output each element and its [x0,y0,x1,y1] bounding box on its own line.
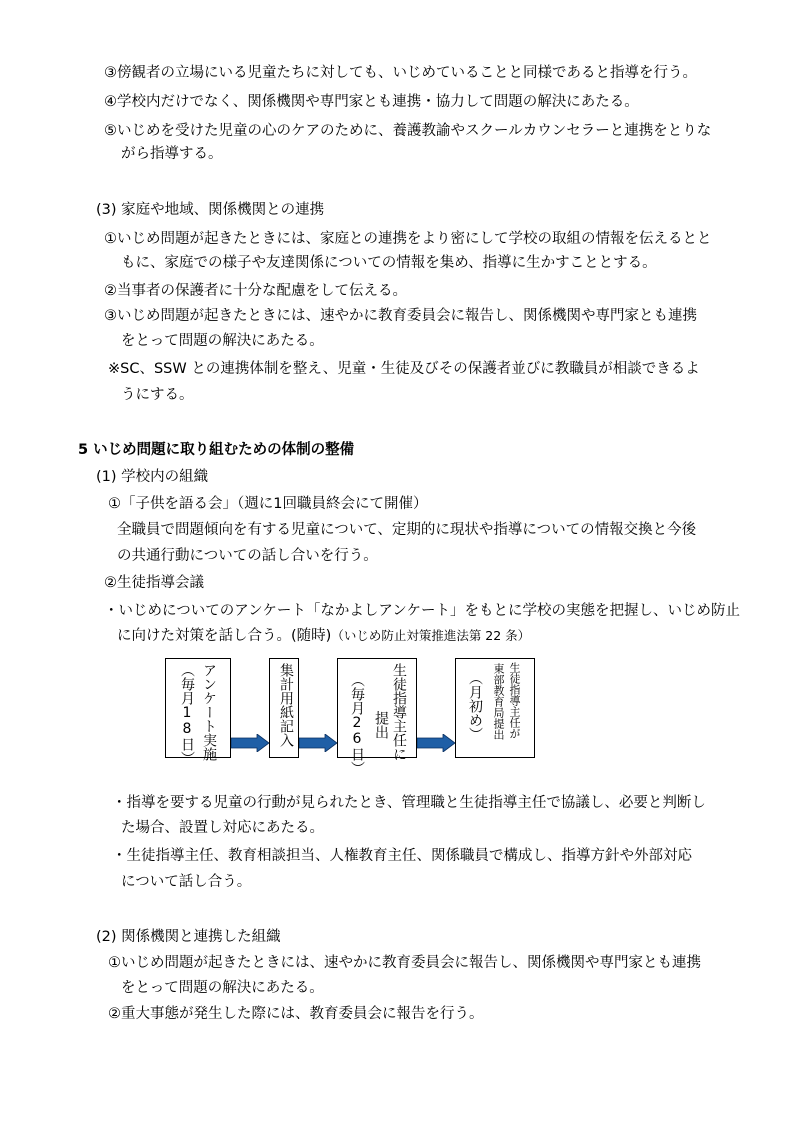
section-3-heading: (3) 家庭や地域、関係機関との連携 [96,202,325,218]
box4-text-b: 東部教育局提出 [492,663,505,740]
flow-box-submit [337,658,417,775]
box4-text-c: （月初め） [467,671,483,741]
box3-text-c: （毎月26日） [349,673,365,775]
s3-line-3: ②当事者の保護者に十分な配慮をして伝える。 [104,283,407,299]
s5-sub2-line1: ①いじめ問題が起きたときには、速やかに教育委員会に報告し、関係機関や専門家とも連携 [108,955,701,971]
s5-item1-line1: 全職員で問題傾向を有する児童について、定期的に現状や指導についての情報交換と今後 [117,522,697,538]
flow-arrow-1 [231,734,269,752]
s5-item2-line1: ・いじめについてのアンケート「なかよしアンケート」をもとに学校の実態を把握し、いじめ防止 [104,603,740,619]
s5-sub2-line2: をとって問題の解決にあたる。 [121,980,324,996]
box4-text-a: 生徒指導主任が [508,662,521,739]
section-5-heading: 5 いじめ問題に取り組むための体制の整備 [78,442,355,458]
s3-note: ※SC、SSW との連携体制を整え、児童・生徒及びその保護者並びに教職員が相談できるよ [108,361,700,377]
list-item-4: ④学校内だけでなく、関係機関や専門家とも連携・協力して問題の解決にあたる。 [104,94,639,110]
flow-box-report [455,658,535,758]
s5-item2-line2 [117,626,530,646]
bullet-line-1: ・指導を要する児童の行動が見られたとき、管理職と生徒指導主任で協議し、必要と判断し [112,795,706,811]
s5-item1-line2: の共通行動についての話し合いを行う。 [117,548,378,564]
box1-text-b: （毎月18日） [179,663,195,765]
s5-sub1-heading: (1) 学校内の組織 [96,469,209,485]
s5-item2-title: ②生徒指導会議 [104,575,204,591]
box2-text: 集計用紙記入 [278,663,294,747]
s5-sub2-line3: ②重大事態が発生した際には、教育委員会に報告を行う。 [108,1006,484,1022]
box3-text-a: 生徒指導主任に [391,663,407,761]
s5-sub2-heading: (2) 関係機関と連携した組織 [96,929,281,945]
flow-arrow-2 [299,734,337,752]
list-item-5-cont: がら指導する。 [121,146,223,162]
box1-text-a: アンケート実施 [201,663,217,761]
bullet-line-2: た場合、設置し対応にあたる。 [121,820,324,836]
s3-line-1: ①いじめ問題が起きたときには、家庭との連携をより密にして学校の取組の情報を伝えるとと [104,231,712,247]
item2-text: に向けた対策を話し合う。(随時) [117,628,332,644]
box3-text-b: 提出 [373,711,389,739]
s3-line-2: もに、家庭での様子や友達関係についての情報を集め、指導に生かすこととする。 [121,255,657,271]
s5-item1-title: ①「子供を語る会」（週に1回職員終会にて開催） [108,496,428,512]
list-item-5: ⑤いじめを受けた児童の心のケアのために、養護教諭やスクールカウンセラーと連携をとりな [104,123,712,139]
list-item-3: ③傍観者の立場にいる児童たちに対しても、いじめていることと同様であると指導を行う。 [104,65,697,81]
flow-box-survey [165,658,231,765]
s3-line-4: ③いじめ問題が起きたときには、速やかに教育委員会に報告し、関係機関や専門家とも連携 [104,308,697,324]
bullet-line-4: について話し合う。 [121,874,252,890]
flow-diagram [165,658,535,775]
flow-arrow-3 [417,734,455,752]
s3-note-cont: うにする。 [121,387,194,403]
bullet-line-3: ・生徒指導主任、教育相談担当、人権教育主任、関係職員で構成し、指導方針や外部対応 [112,848,692,864]
flow-box-tally [269,658,299,758]
s3-line-5: をとって問題の解決にあたる。 [121,333,324,349]
law-reference: （いじめ防止対策推進法第 22 条） [331,628,531,643]
